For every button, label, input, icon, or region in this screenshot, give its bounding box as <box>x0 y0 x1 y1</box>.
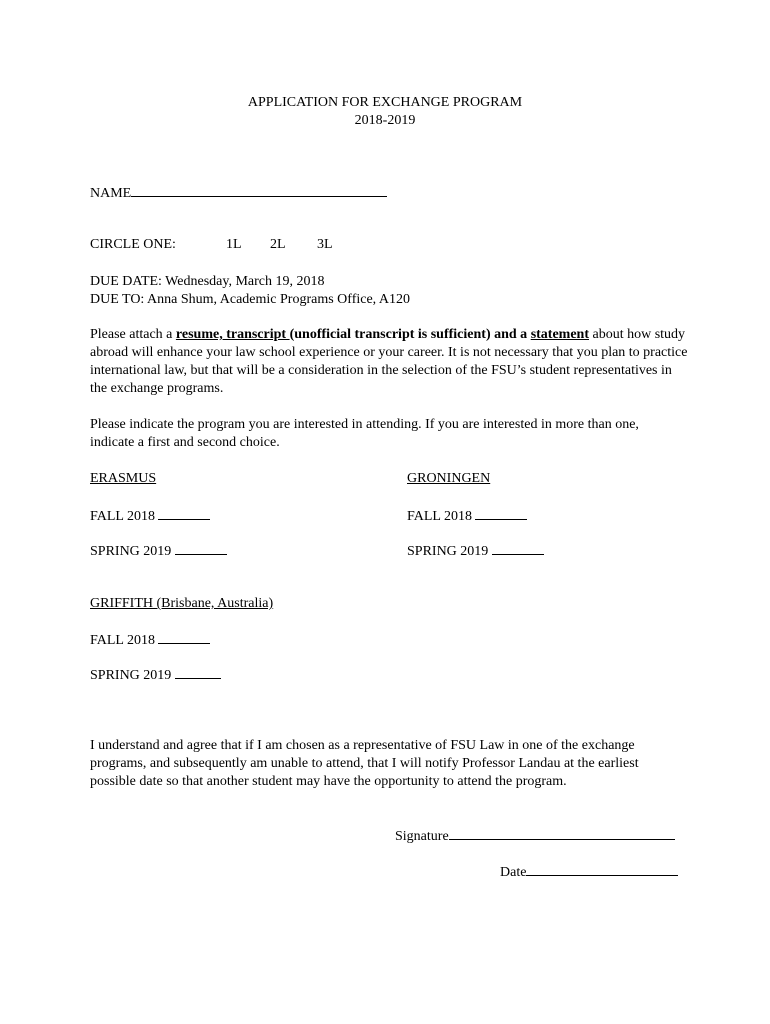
option-1l[interactable]: 1L <box>226 237 242 252</box>
groningen-title: GRONINGEN <box>407 471 491 486</box>
griffith-fall-line[interactable] <box>158 630 210 644</box>
name-input-line[interactable] <box>131 183 387 197</box>
instructions-attach <box>90 326 690 398</box>
erasmus-fall-row <box>90 506 210 525</box>
due-to: DUE TO: Anna Shum, Academic Programs Office, A120 <box>90 292 411 307</box>
agreement-text: I understand and agree that if I am chosen as a representative of FSU Law in one of the exchange programs, and subsequently am unable to attend, that I will notify Professor Landau at the earliest possible date so that another student may have the opportunity to attend the program. <box>90 738 639 789</box>
due-date: DUE DATE: Wednesday, March 19, 2018 <box>90 274 325 289</box>
groningen-spring-row <box>407 541 544 560</box>
groningen-fall-line[interactable] <box>475 506 527 520</box>
groningen-fall-row <box>407 506 527 525</box>
name-row <box>90 183 387 202</box>
griffith-title: GRIFFITH (Brisbane, Australia) <box>90 596 274 611</box>
erasmus-spring-label: SPRING 2019 <box>90 544 172 559</box>
griffith-spring-line[interactable] <box>175 665 221 679</box>
griffith-spring-row <box>90 665 221 684</box>
griffith-fall-label: FALL 2018 <box>90 633 155 648</box>
instructions-choice: Please indicate the program you are interested in attending. If you are interested in more than one, indicate a first and second choice. <box>90 417 639 450</box>
resume-transcript-text: resume, transcript <box>175 327 290 342</box>
option-3l[interactable]: 3L <box>317 237 333 252</box>
date-row <box>500 862 678 881</box>
signature-label: Signature <box>395 829 449 844</box>
groningen-spring-line[interactable] <box>492 541 544 555</box>
griffith-spring-label: SPRING 2019 <box>90 668 172 683</box>
date-label: Date <box>500 865 527 880</box>
signature-line[interactable] <box>449 826 675 840</box>
document-year: 2018-2019 <box>354 113 416 128</box>
statement-text: statement <box>530 327 589 342</box>
erasmus-fall-label: FALL 2018 <box>90 509 155 524</box>
document-title: APPLICATION FOR EXCHANGE PROGRAM <box>247 95 523 110</box>
circle-one-label: CIRCLE ONE: <box>90 237 176 252</box>
signature-row <box>395 826 675 845</box>
griffith-fall-row <box>90 630 210 649</box>
erasmus-fall-line[interactable] <box>158 506 210 520</box>
groningen-spring-label: SPRING 2019 <box>407 544 489 559</box>
attach-prefix: Please attach a <box>90 327 176 342</box>
attach-rest: about how study abroad will enhance your law school experience or your career. It is not necessary that you plan to practice international law, but that will be a consideration in the selection of the FSU’s student representatives in the exchange programs. <box>90 327 688 396</box>
date-line[interactable] <box>526 862 678 876</box>
name-label: NAME <box>90 186 132 201</box>
erasmus-spring-row <box>90 541 227 560</box>
erasmus-title: ERASMUS <box>90 471 157 486</box>
unofficial-transcript-text: (unofficial transcript is sufficient) and a <box>289 327 531 342</box>
groningen-fall-label: FALL 2018 <box>407 509 472 524</box>
option-2l[interactable]: 2L <box>270 237 286 252</box>
erasmus-spring-line[interactable] <box>175 541 227 555</box>
